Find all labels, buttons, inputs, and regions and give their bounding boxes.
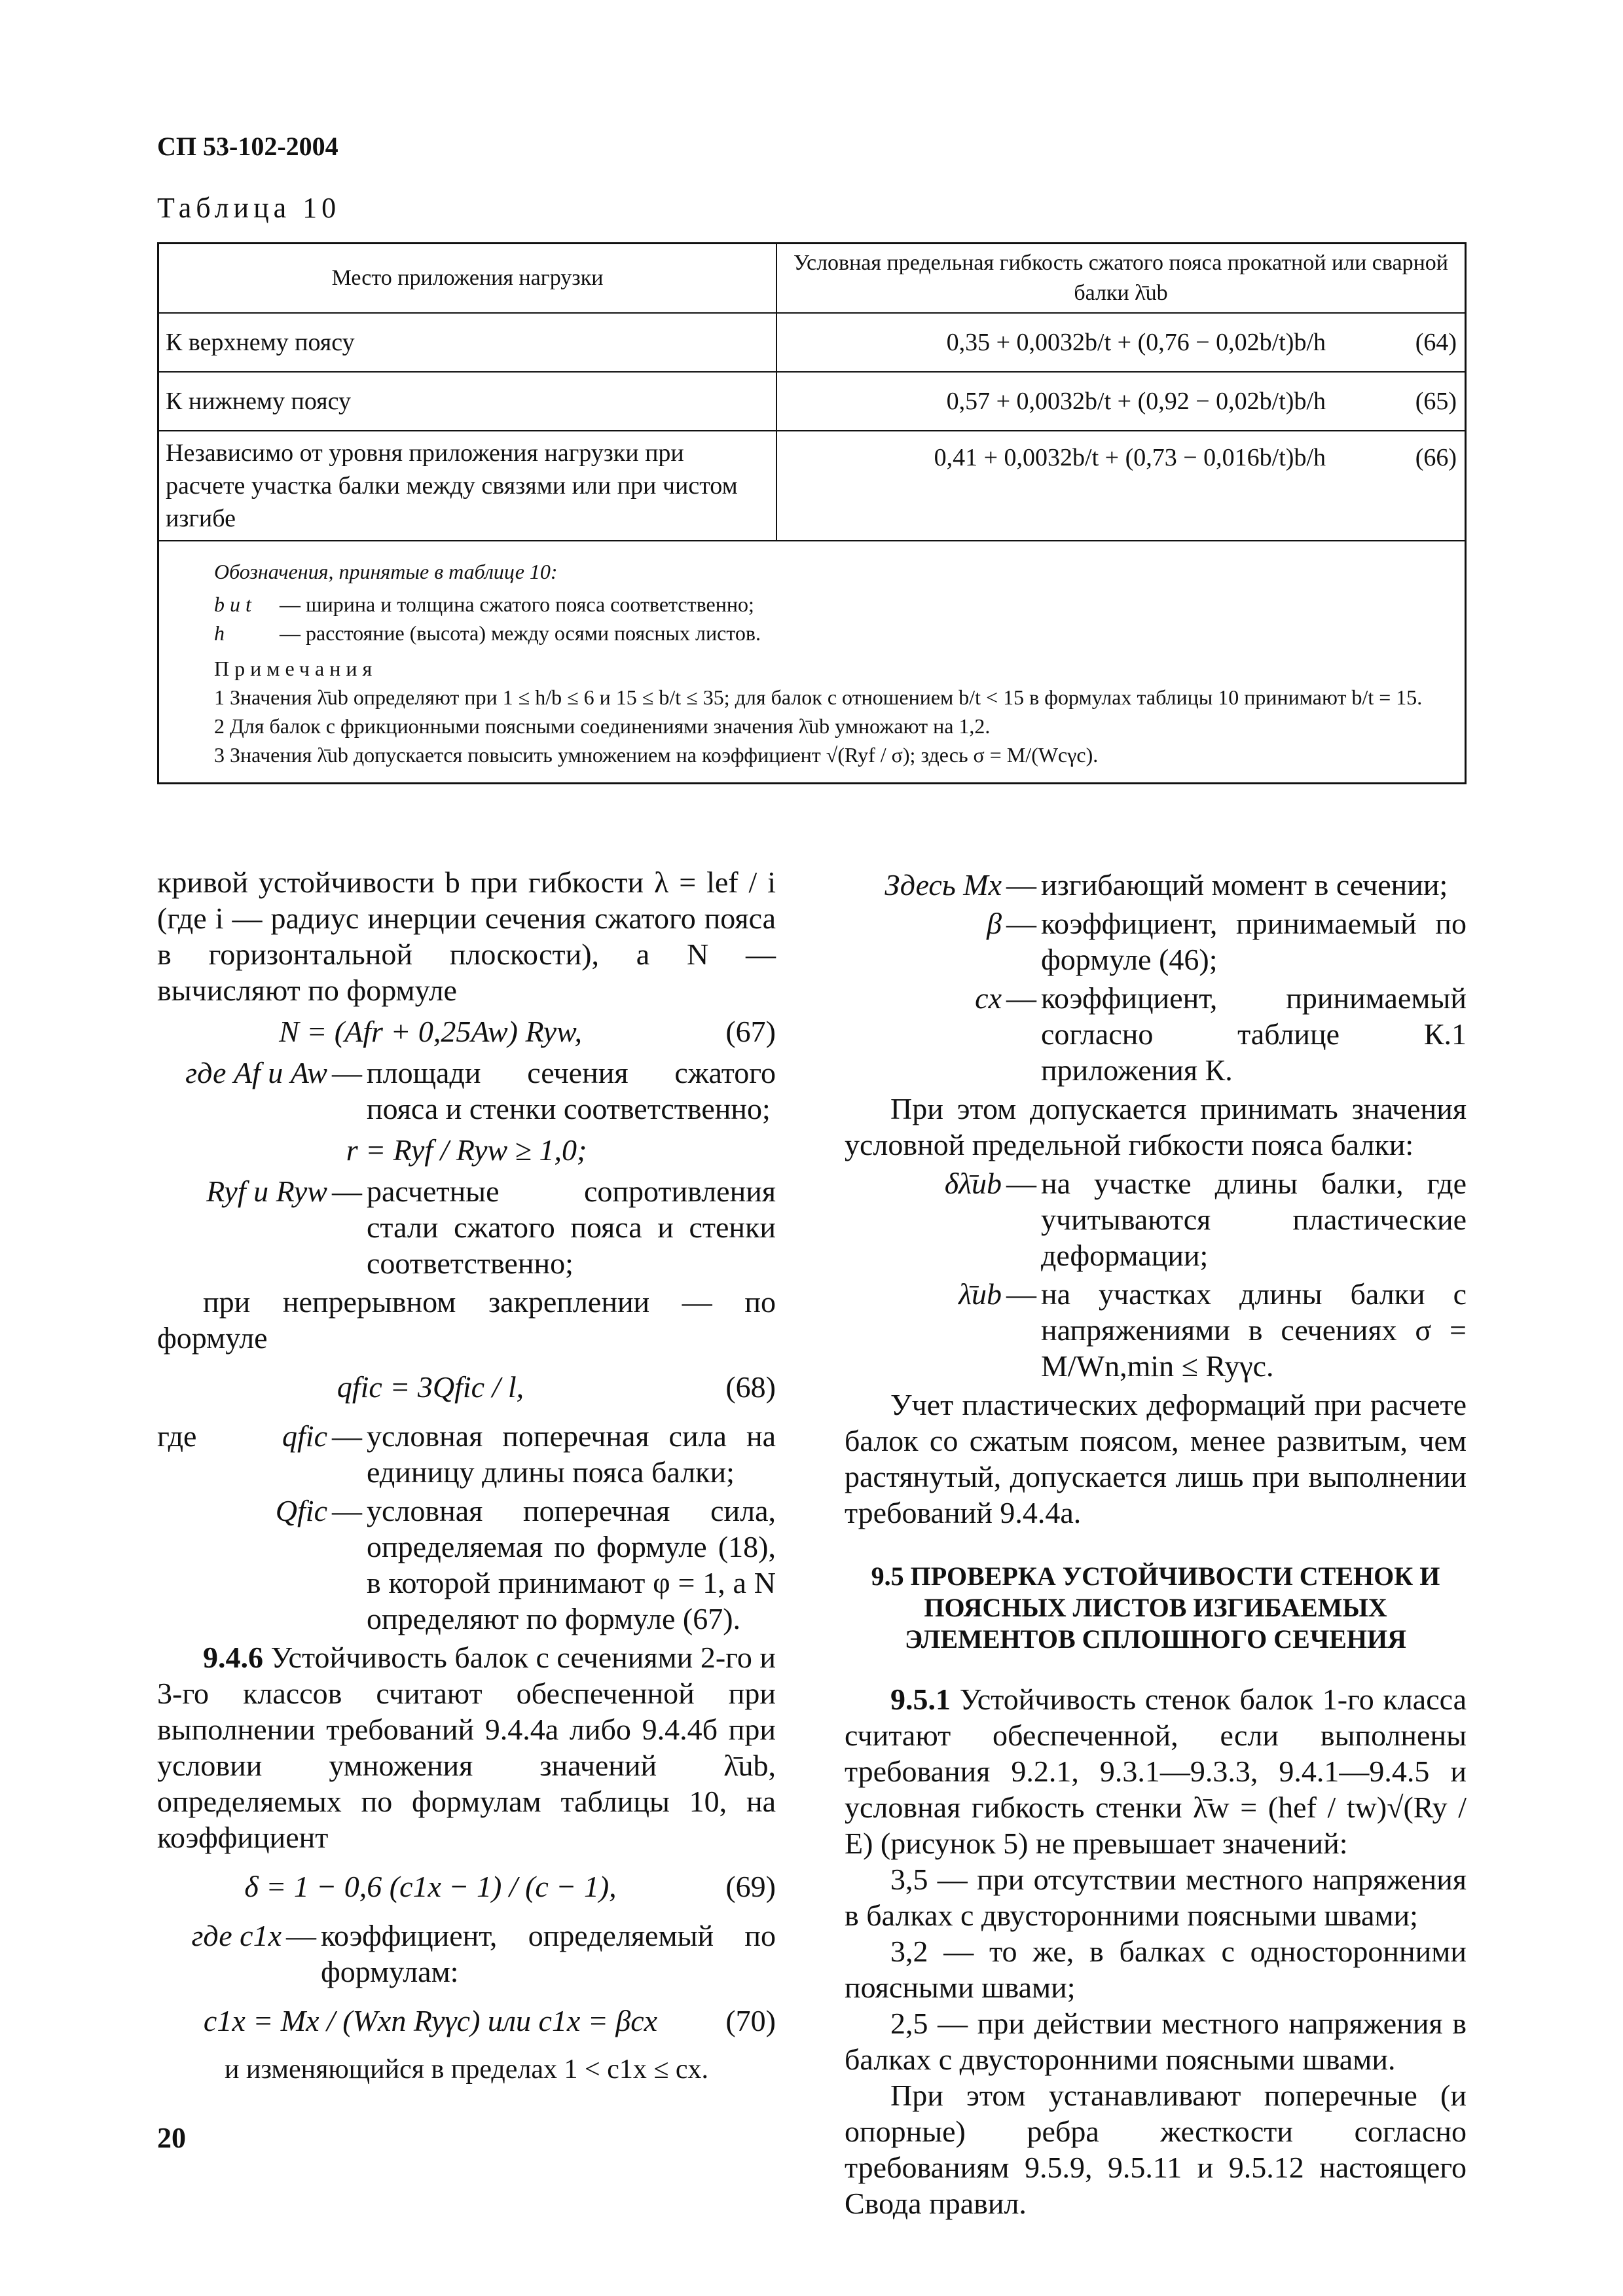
definition-text: коэффициент, принимаемый по формуле (46); [1041,907,1467,976]
legend-item [168,590,1455,619]
table-cell-formula [776,313,1466,372]
definition-symbol: cx [975,981,1002,1015]
definition [845,867,1467,903]
definition-symbol: Qfic [275,1494,327,1527]
table-row [158,313,1466,372]
definition-symbol: λ̄ub [958,1277,1002,1311]
equation-70 [157,2003,776,2039]
table-cell-label: Независимо от уровня приложения нагрузки при расчете участка балки между связями или при чистом изгибе [158,431,777,541]
legend-symbol: b и t [214,592,251,616]
definition-text: коэффициент, принимаемый согласно таблице К.1 приложения К. [1041,981,1467,1087]
remark-item: 2 Для балок с фрикционными поясными соединениями значения λ̄ub умножают на 1,2. [214,714,991,738]
formula-number: (64) [1415,329,1457,356]
definition-symbol: β [987,907,1002,940]
definition-dash: — [1006,868,1036,902]
formula-number: (65) [1415,388,1457,415]
definition [157,1493,776,1637]
legend-text: — расстояние (высота) между осями поясных листов. [280,621,761,645]
definition-symbol: где Af и Aw [185,1056,327,1089]
equation-67 [157,1013,776,1049]
equation-number: (69) [725,1870,776,1903]
table-cell-formula [776,372,1466,431]
paragraph: При этом устанавливают поперечные (и опорные) ребра жесткости согласно требованиям 9.5.9, 9.5.11 и 9.5.12 настоящего Свода правил. [845,2079,1467,2220]
section-heading: 9.5 ПРОВЕРКА УСТОЙЧИВОСТИ СТЕНОК И ПОЯСНЫХ ЛИСТОВ ИЗГИБАЕМЫХ ЭЛЕМЕНТОВ СПЛОШНОГО СЕЧЕНИЯ [871,1561,1440,1654]
equation-text: r = Ryf / Ryw ≥ 1,0; [346,1133,587,1167]
equation-text: N = (Afr + 0,25Aw) Ryw, [279,1015,582,1048]
definition-dash: — [332,1056,362,1089]
clause-number: 9.5.1 [890,1683,951,1716]
equation-number: (67) [725,1015,776,1048]
definition-lead: где [157,1419,197,1453]
paragraph: кривой устойчивости b при гибкости λ = lef / i (где i — радиус инерции сечения сжатого пояса в горизонтальной плоскости), а N — вычисляют по формуле [157,866,776,1007]
definition-symbol: qfic [282,1419,327,1453]
table-cell-formula [776,431,1466,541]
right-column [845,864,1467,2221]
clause-text: Устойчивость стенок балок 1-го класса считают обеспеченной, если выполнены требования 9.2.1, 9.3.1—9.3.3, 9.4.1—9.4.5 и условная гибкость стенки λ̄w = (hef / tw)√(Ry / E) (рисунок 5) не превышает значений: [845,1683,1467,1860]
table-caption: Таблица 10 [157,192,341,224]
clause-number: 9.4.6 [203,1641,263,1674]
legend-item [168,619,1455,647]
formula-64: 0,35 + 0,0032b/t + (0,76 − 0,02b/t)b/h [946,329,1326,356]
definition-symbol: δλ̄ub [944,1167,1002,1200]
definition-text: условная поперечная сила на единицу длины пояса балки; [367,1419,776,1489]
paragraph: Учет пластических деформаций при расчете балок со сжатым поясом, менее развитым, чем растянутый, допускается лишь при выполнении требований 9.4.4а. [845,1388,1467,1529]
table-cell-label: К верхнему поясу [158,313,777,372]
paragraph: при непрерывном закреплении — по формуле [157,1285,776,1355]
definition-text: условная поперечная сила, определяемая по формуле (18), в которой принимают φ = 1, а N определяют по формуле (67). [367,1494,776,1635]
definition-text: изгибающий момент в сечении; [1041,868,1448,902]
table-row [158,431,1466,541]
definition [157,1173,776,1281]
legend-title: Обозначения, принятые в таблице 10: [214,560,558,583]
definition-dash: — [1006,907,1036,940]
document-id: СП 53-102-2004 [157,132,338,161]
equation-text: c1x = Mx / (Wxn Ryγc) или c1x = βcx [203,2004,658,2037]
table-cell-label: К нижнему поясу [158,372,777,431]
table-notes [158,541,1466,784]
list-item: 3,5 — при отсутствии местного напряжения в балках с двусторонними поясными швами; [845,1863,1467,1932]
definition-dash: — [332,1175,362,1208]
left-column [157,864,776,2088]
definition-text: коэффициент, определяемый по формулам: [321,1919,776,1988]
table-notes-row [158,541,1466,784]
definition [157,1055,776,1127]
remarks-title: Примечания [214,657,378,680]
definition-dash: — [1006,1167,1036,1200]
definition-dash: — [332,1419,362,1453]
definition [845,1276,1467,1384]
definition [845,1165,1467,1273]
definition [845,980,1467,1088]
equation-r [157,1132,776,1168]
definition-symbol: Здесь Mx [884,868,1002,902]
table-header-row [158,244,1466,314]
equation-68 [157,1369,776,1405]
range-note: и изменяющийся в пределах 1 < c1x ≤ cx. [224,2054,709,2085]
legend-text: — ширина и толщина сжатого пояса соответственно; [280,592,754,616]
definition-dash: — [332,1494,362,1527]
definition-text: на участках длины балки с напряжениями в сечениях σ = M/Wn,min ≤ Ryγc. [1041,1277,1467,1383]
definition-text: на участке длины балки, где учитываются пластические деформации; [1041,1167,1467,1272]
definition-symbol: где c1x [191,1919,282,1952]
page-number: 20 [157,2122,186,2154]
definition [157,1918,776,1990]
table-row [158,372,1466,431]
remark-item: 3 Значения λ̄ub допускается повысить умножением на коэффициент √(Ryf / σ); здесь σ = M/(Wcγc). [214,743,1099,767]
list-item: 3,2 — то же, в балках с односторонними поясными швами; [845,1935,1467,2004]
equation-69 [157,1868,776,1904]
definition-text: расчетные сопротивления стали сжатого пояса и стенки соответственно; [367,1175,776,1280]
formula-number: (66) [1415,444,1457,471]
clause-9-5-1 [845,1681,1467,1861]
equation-number: (70) [725,2004,776,2037]
definition-text: площади сечения сжатого пояса и стенки соответственно; [367,1056,776,1125]
table-header-load-location: Место приложения нагрузки [158,244,777,314]
definition [157,1418,776,1490]
clause-text: Устойчивость балок с сечениями 2-го и 3-го классов считают обеспеченной при выполнении требований 9.4.4а либо 9.4.4б при условии умножения значений λ̄ub, определяемых по формулам таблицы 10, на коэффициент [157,1641,776,1854]
equation-text: qfic = 3Qfic / l, [337,1370,524,1404]
definition-dash: — [286,1919,316,1952]
definition [845,905,1467,977]
table-header-slenderness: Условная предельная гибкость сжатого пояса прокатной или сварной балки λ̄ub [776,244,1466,314]
table-10 [157,242,1467,784]
clause-9-4-6 [157,1639,776,1855]
definition-symbol: Ryf и Ryw [206,1175,327,1208]
formula-65: 0,57 + 0,0032b/t + (0,92 − 0,02b/t)b/h [946,388,1326,415]
equation-number: (68) [725,1370,776,1404]
definition-dash: — [1006,1277,1036,1311]
definition-dash: — [1006,981,1036,1015]
list-item: 2,5 — при действии местного напряжения в балках с двусторонними поясными швами. [845,2007,1467,2076]
formula-66: 0,41 + 0,0032b/t + (0,73 − 0,016b/t)b/h [934,444,1326,471]
legend-symbol: h [214,621,225,645]
remark-item: 1 Значения λ̄ub определяют при 1 ≤ h/b ≤ 6 и 15 ≤ b/t ≤ 35; для балок с отношением b/t < 15 в формулах таблицы 10 принимают b/t = 15. [214,685,1423,709]
equation-text: δ = 1 − 0,6 (c1x − 1) / (c − 1), [244,1870,617,1903]
paragraph: При этом допускается принимать значения условной предельной гибкости пояса балки: [845,1092,1467,1161]
